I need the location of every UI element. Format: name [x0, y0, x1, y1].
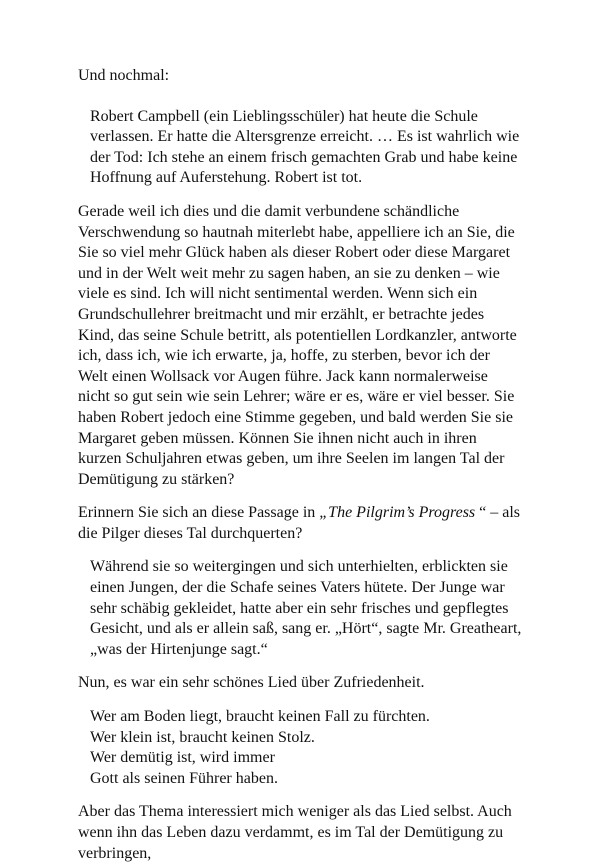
- paragraph-pilgrims-progress: [78, 503, 522, 544]
- intro-line: Und nochmal:: [78, 67, 170, 84]
- verse-block: [78, 707, 522, 789]
- paragraph-text-before: Erinnern Sie sich an diese Passage in: [78, 504, 320, 522]
- verse-line: Wer klein ist, braucht keinen Stolz.: [90, 728, 315, 746]
- book-title: „The Pilgrim’s Progress: [319, 504, 476, 522]
- quote-shepherd-boy: Während sie so weitergingen und sich unterhielten, erblickten sie einen Jungen, der die Schafe seines Vaters hütete. Der Junge war sehr schäbig gekleidet, hatte aber ein sehr frisches und gepflegtes Gesicht, und als er allein saß, sang er. „Hört“, sagte Mr. Greatheart, „was der Hirtenjunge sagt.“: [90, 558, 522, 658]
- paragraph-song-intro: Nun, es war ein sehr schönes Lied über Zufriedenheit.: [78, 674, 425, 692]
- quote-robert-campbell: Robert Campbell (ein Lieblingsschüler) hat heute die Schule verlassen. Er hatte die Altersgrenze erreicht. … Es ist wahrlich wie der Tod: Ich stehe an einem frisch gemachten Grab und habe keine Hoffnung auf Auferstehung. Robert ist tot.: [90, 107, 520, 187]
- verse-line: Wer am Boden liegt, braucht keinen Fall zu fürchten.: [90, 708, 430, 726]
- verse-line: Wer demütig ist, wird immer: [90, 749, 275, 767]
- verse-line: Gott als seinen Führer haben.: [90, 769, 278, 787]
- paragraph-text-after: “ – als die Pilger dieses Tal durchquerten?: [78, 504, 521, 542]
- paragraph-appeal: Gerade weil ich dies und die damit verbundene schändliche Verschwendung so hautnah miterlebt habe, appelliere ich an Sie, die Sie so viel mehr Glück haben als dieser Robert oder diese Margaret und in der Welt weit mehr zu sagen haben, an sie zu denken – wie viele es sind. Ich will nicht sentimental werden. Wenn sich ein Grundschullehrer breitmacht und mir erzählt, er betrachte jedes Kind, das seine Schule betritt, als potentiellen Lordkanzler, antworte ich, dass ich, wie ich erwarte, ja, hoffe, zu sterben, bevor ich der Welt einen Wollsack vor Augen führe. Jack kann normalerweise nicht so gut sein wie sein Lehrer; wäre er es, wäre er viel besser. Sie haben Robert jedoch eine Stimme gegeben, und bald werden Sie sie Margaret geben müssen. Können Sie ihnen nicht auch in ihren kurzen Schuljahren etwas geben, um ihre Seelen im langen Tal der Demütigung zu stärken?: [78, 202, 517, 488]
- paragraph-closing: Aber das Thema interessiert mich weniger als das Lied selbst. Auch wenn ihn das Leben dazu verdammt, es im Tal der Demütigung zu verbringen,: [78, 803, 512, 862]
